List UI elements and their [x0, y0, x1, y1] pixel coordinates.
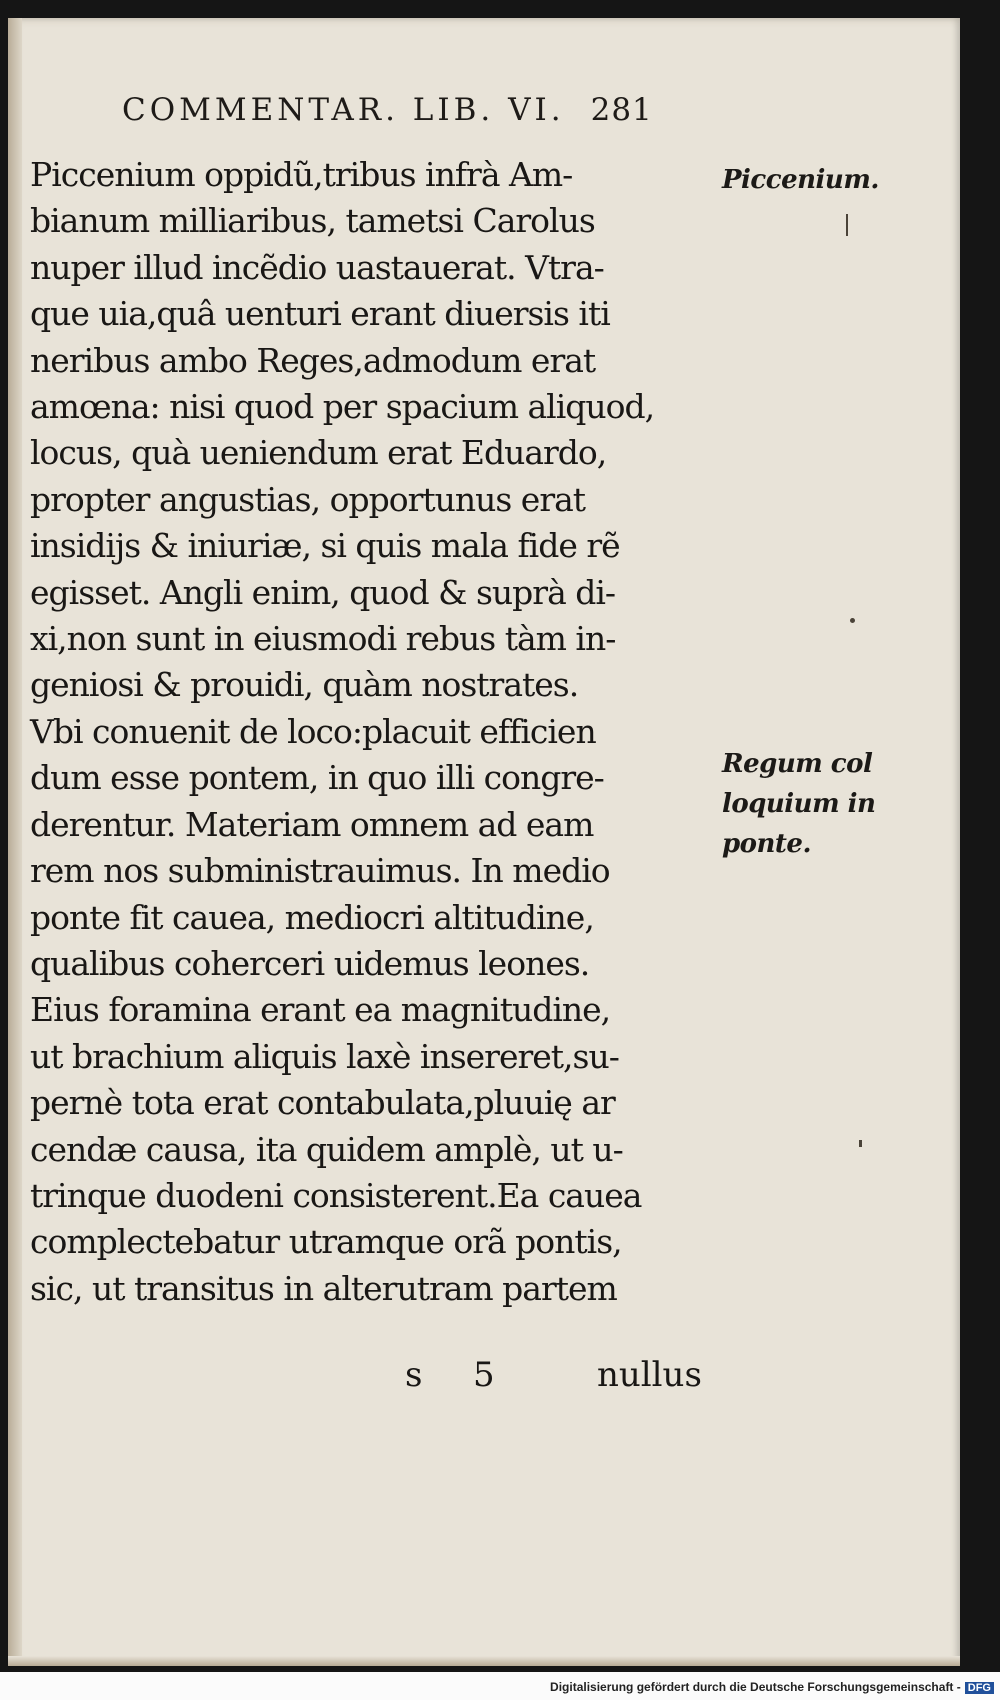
text-line: ponte fit cauea, mediocri altitudine,	[30, 897, 594, 937]
text-line: ut brachium aliquis laxè insereret,su-	[30, 1036, 619, 1076]
page-number: 281	[590, 92, 653, 128]
body-text	[30, 152, 720, 1312]
text-line: complectebatur utramque orã pontis,	[30, 1222, 622, 1262]
text-line: qualibus coherceri uidemus leones.	[30, 943, 590, 983]
text-line: propter angustias, opportunus erat	[30, 479, 586, 519]
margin-note-regum-colloquium	[722, 744, 875, 864]
catchword: nullus	[597, 1355, 702, 1395]
text-line: pernè tota erat contabulata,pluuię ar	[30, 1083, 615, 1123]
margin-note-line: ponte.	[722, 829, 812, 859]
text-line: bianum milliaribus, tametsi Carolus	[30, 201, 595, 241]
margin-note-line: loquium in	[722, 789, 876, 819]
dfg-logo-icon: DFG	[965, 1682, 994, 1694]
page-gutter-shadow	[8, 18, 22, 1666]
text-line: egisset. Angli enim, quod & suprà di-	[30, 572, 616, 612]
running-head-title: COMMENTAR. LIB. VI.	[122, 92, 565, 128]
margin-note-line: Regum col	[722, 749, 873, 779]
paper-mark	[859, 1140, 862, 1147]
text-line: derentur. Materiam omnem ad eam	[30, 804, 594, 844]
text-line: xi,non sunt in eiusmodi rebus tàm in-	[30, 619, 616, 659]
text-line: locus, quà ueniendum erat Eduardo,	[30, 433, 607, 473]
signature-number: 5	[473, 1355, 495, 1395]
text-line: trinque duodeni consisterent.Ea cauea	[30, 1175, 642, 1215]
credit-text: Digitalisierung gefördert durch die Deutsche Forschungsgemeinschaft -	[550, 1680, 961, 1694]
paper-mark	[850, 618, 855, 623]
text-line: que uia,quâ uenturi erant diuersis iti	[30, 294, 610, 334]
text-line: cendæ causa, ita quidem amplè, ut u-	[30, 1129, 623, 1169]
text-line: rem nos subministrauimus. In medio	[30, 851, 610, 891]
text-line: neribus ambo Reges,admodum erat	[30, 340, 596, 380]
digitization-credit	[550, 1680, 994, 1694]
page-bottom-edge	[8, 1656, 960, 1666]
text-line: geniosi & prouidi, quàm nostrates.	[30, 665, 579, 705]
text-line: amœna: nisi quod per spacium aliquod,	[30, 387, 655, 427]
running-head	[122, 92, 653, 128]
text-line: Piccenium oppidũ,tribus infrà Am-	[30, 155, 573, 194]
text-line: insidijs & iniuriæ, si quis mala fide rẽ	[30, 526, 620, 566]
text-line: sic, ut transitus in alterutram partem	[30, 1268, 617, 1308]
paper-mark	[846, 214, 848, 236]
text-line: nuper illud incẽdio uastauerat. Vtra-	[30, 247, 604, 287]
text-line: Eius foramina erant ea magnitudine,	[30, 990, 611, 1030]
text-line: Vbi conuenit de loco:placuit efficien	[30, 711, 596, 751]
signature-mark: s	[405, 1355, 423, 1395]
margin-note-piccenium	[722, 160, 879, 200]
margin-note-line: Piccenium.	[722, 165, 879, 195]
text-line: dum esse pontem, in quo illi congre-	[30, 758, 604, 798]
